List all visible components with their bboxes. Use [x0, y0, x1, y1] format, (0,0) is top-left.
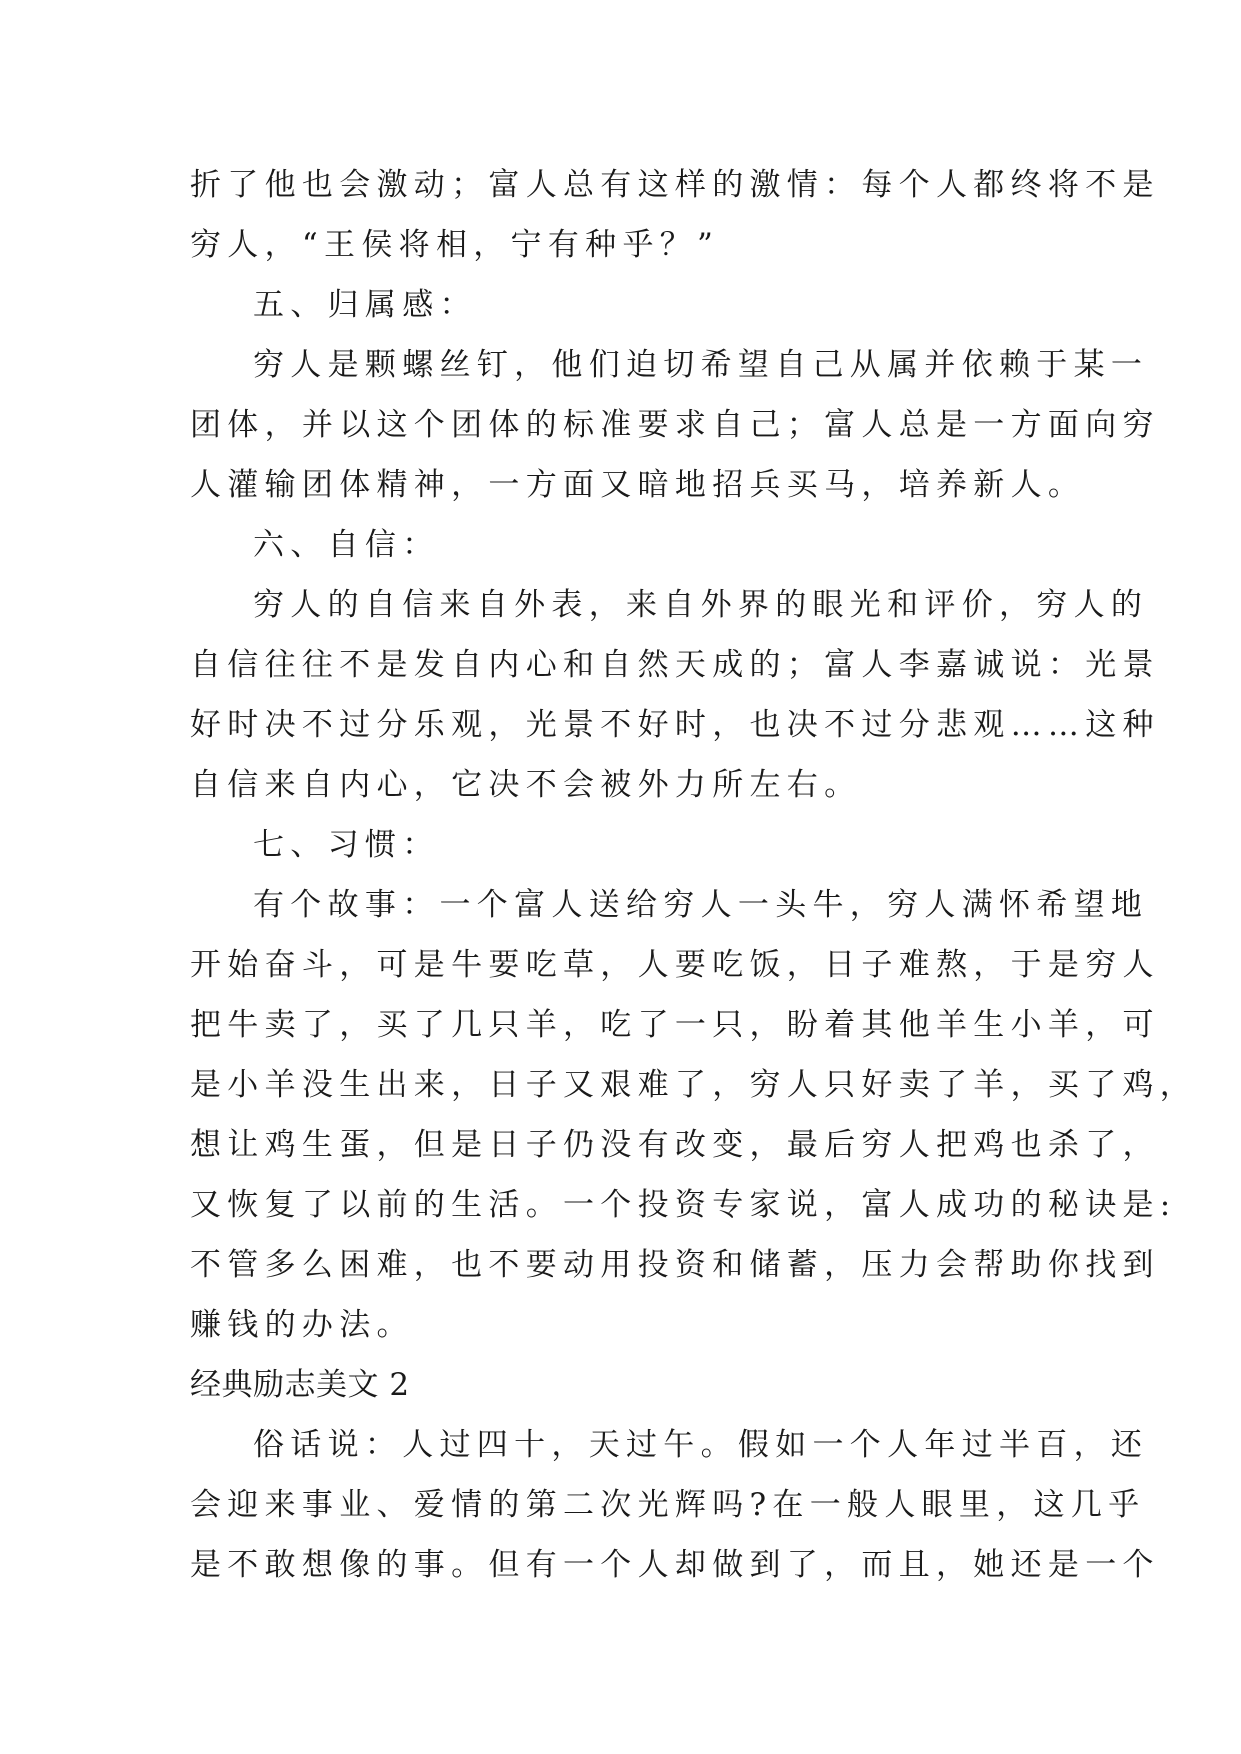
- body-line: 穷人是颗螺丝钉，他们迫切希望自己从属并依赖于某一: [253, 347, 1149, 383]
- section-heading: 七、习惯：: [253, 827, 440, 863]
- body-line: 俗话说：人过四十，天过午。假如一个人年过半百，还: [253, 1427, 1149, 1463]
- body-line: 是小羊没生出来，日子又艰难了，穷人只好卖了羊，买了鸡，: [190, 1067, 1198, 1103]
- body-line: 穷人，“王侯将相，宁有种乎？”: [190, 227, 720, 263]
- body-line: 折了他也会激动；富人总有这样的激情：每个人都终将不是: [190, 167, 1160, 203]
- body-line: 好时决不过分乐观，光景不好时，也决不过分悲观……这种: [190, 707, 1160, 743]
- body-line: 会迎来事业、爱情的第二次光辉吗?在一般人眼里，这几乎: [190, 1487, 1146, 1523]
- section-heading: 六、自信：: [253, 527, 440, 563]
- body-line: 想让鸡生蛋，但是日子仍没有改变，最后穷人把鸡也杀了，: [190, 1127, 1160, 1163]
- body-line: 开始奋斗，可是牛要吃草，人要吃饭，日子难熬，于是穷人: [190, 947, 1160, 983]
- body-line: 赚钱的办法。: [190, 1307, 414, 1343]
- body-line: 自信往往不是发自内心和自然天成的；富人李嘉诚说：光景: [190, 647, 1160, 683]
- body-line: 穷人的自信来自外表，来自外界的眼光和评价，穷人的: [253, 587, 1149, 623]
- body-line: 不管多么困难，也不要动用投资和储蓄，压力会帮助你找到: [190, 1247, 1160, 1283]
- body-line: 有个故事：一个富人送给穷人一头牛，穷人满怀希望地: [253, 887, 1149, 923]
- section-heading: 五、归属感：: [253, 287, 477, 323]
- article-title: 经典励志美文 2: [190, 1367, 410, 1403]
- body-line: 自信来自内心，它决不会被外力所左右。: [190, 767, 862, 803]
- body-line: 是不敢想像的事。但有一个人却做到了，而且，她还是一个: [190, 1547, 1160, 1583]
- body-line: 团体，并以这个团体的标准要求自己；富人总是一方面向穷: [190, 407, 1160, 443]
- body-line: 又恢复了以前的生活。一个投资专家说，富人成功的秘诀是:: [190, 1187, 1177, 1223]
- body-line: 人灌输团体精神，一方面又暗地招兵买马，培养新人。: [190, 467, 1086, 503]
- body-line: 把牛卖了，买了几只羊，吃了一只，盼着其他羊生小羊，可: [190, 1007, 1160, 1043]
